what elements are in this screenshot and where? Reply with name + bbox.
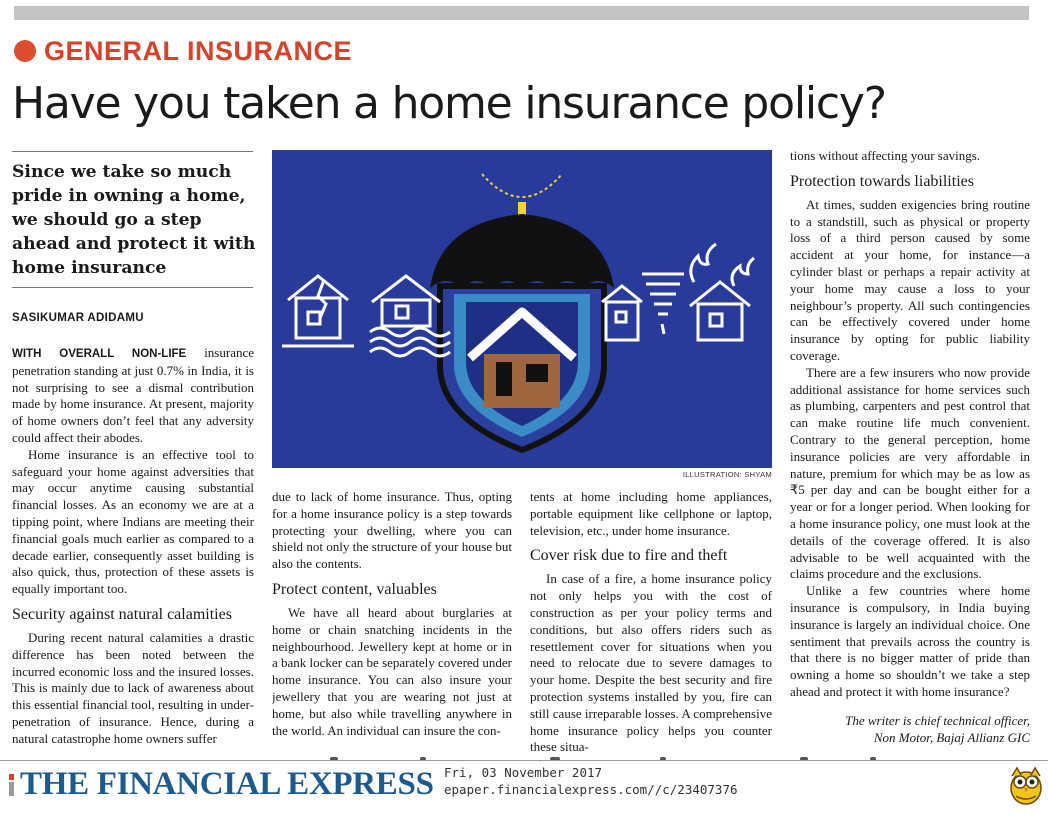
article-column-4 (790, 148, 1030, 752)
illustration-credit: ILLUSTRATION: SHYAM (682, 470, 772, 479)
fire-house-icon (690, 244, 754, 340)
article-column-1 (12, 345, 254, 755)
author-note (790, 713, 1030, 747)
section-dot-icon (14, 40, 36, 62)
masthead[interactable] (8, 766, 434, 803)
cyclone-house-icon (602, 274, 684, 340)
standfirst-top-rule (12, 151, 253, 152)
subheading-fire-theft: Cover risk due to fire and theft (530, 547, 728, 565)
article-headline: Have you taken a home insurance policy? (12, 78, 886, 129)
subheading-liabilities: Protection towards liabilities (790, 172, 974, 190)
paragraph: In case of a fire, a home insurance policy not only helps you with the cost of construction as per your policy terms and conditions, but also offers riders such as resettlement cover for situations when you need to relocate due to severe damages to your home. Despite the best security and fire protection systems installed by you, fire can still cause irreparable losses. A comprehensive home insurance policy helps you counter these situa- (530, 571, 772, 755)
paragraph: tions without affecting your savings. (790, 148, 981, 163)
paragraph: due to lack of home insurance. Thus, opting for a home insurance policy is a step towards protecting your dwelling, where you can shield not only the structure of your house but also the contents. (272, 489, 512, 572)
subheading-natural-calamities: Security against natural calamities (12, 605, 232, 623)
author-note-line: The writer is chief technical officer, (845, 712, 1030, 728)
illustration-graphic (272, 150, 772, 468)
edition-date: Fri, 03 November 2017 (444, 765, 603, 780)
paragraph (12, 345, 254, 447)
paragraph: Home insurance is an effective tool to safeguard your home against adversities that may occur anytime causing substantial financial losses. As an economy we are at a tipping point, where Indians are meeting their financial goals much earlier as compared to a decade earlier, consequently asset building is also quick, thus, protection of these assets is equally important too. (12, 446, 254, 597)
article-column-2 (272, 489, 512, 755)
epaper-url[interactable]: epaper.financialexpress.com//c/23407376 (444, 782, 738, 797)
article-column-3 (530, 489, 772, 755)
paragraph-text: insurance penetration standing at just 0.7% in India, it is not surprising to see a dismal contribution made by home insurance. At present, majority of home owners don’t feel that any adversity could affect their abodes. (12, 345, 254, 445)
paragraph: Unlike a few countries where home insurance is compulsory, in India buying insurance is largely an individual choice. One sentiment that prevails across the country is that there is no bigger matter of pride than owning a home so shouldn’t we take a step ahead and protect it with home insurance? (790, 583, 1030, 699)
owl-icon[interactable] (1008, 762, 1044, 806)
shield-house-icon (440, 286, 604, 450)
standfirst-bottom-rule (12, 287, 253, 288)
earthquake-house-icon (282, 276, 354, 346)
author-note-line: Non Motor, Bajaj Allianz GIC (873, 729, 1030, 745)
paragraph: There are a few insurers who now provide additional assistance for home services such as plumbing, carpenters and pest control that can make routine life much convenient. Contrary to the general perception, home insurance policies are very affordable in nature, premium for which may be as low as ₹5 per day and can be bought either for a year or for a longer period. When looking for a home insurance policy, one must look at the details of the coverage offered. It is also advisable to be well acquainted with the claims procedure and the exclusions. (790, 364, 1030, 582)
illustration (272, 150, 772, 468)
subheading-protect-content: Protect content, valuables (272, 580, 437, 598)
umbrella-icon (430, 174, 614, 288)
epaper-meta (444, 764, 738, 798)
masthead-mark-icon (8, 772, 15, 798)
footer-divider (0, 760, 1048, 761)
paragraph: At times, sudden exigencies bring routine to a standstill, such as physical or property loss of a third person caused by some accident at your home, for instance—a cylinder blast or perhaps a repair activity at your home may cause a loss to your neighbour’s property. All such contingencies can be effectively covered under home insurance by opting for public liability coverage. (790, 196, 1030, 363)
paragraph: We have all heard about burglaries at home or chain snatching incidents in the neighbourhood. Jewellery kept at home or in a bank locker can be separately covered under home insurance. You can also insure your jewellery that you are wearing not just at home, but also while travelling anywhere in the world. An individual can insure the con- (272, 604, 512, 738)
masthead-title: THE FINANCIAL EXPRESS (20, 766, 434, 802)
top-scrollbar[interactable] (14, 6, 1029, 20)
paragraph: During recent natural calamities a drastic difference has been noted between the incurred economic loss and the insured losses. This is mainly due to lack of awareness about this essential financial tool, resulting in under-penetration of insurance. Hence, during a natural catastrophe home owners suffer (12, 629, 254, 746)
byline: SASIKUMAR ADIDAMU (12, 312, 144, 324)
section-label (14, 34, 352, 68)
section-title: GENERAL INSURANCE (44, 35, 353, 66)
standfirst: Since we take so much pride in owning a home, we should go a step ahead and protect it with home insurance (12, 162, 256, 278)
lead-in: WITH OVERALL NON-LIFE (12, 348, 187, 360)
paragraph: tents at home including home appliances, portable equipment like cellphone or laptop, television, etc., under home insurance. (530, 489, 772, 538)
